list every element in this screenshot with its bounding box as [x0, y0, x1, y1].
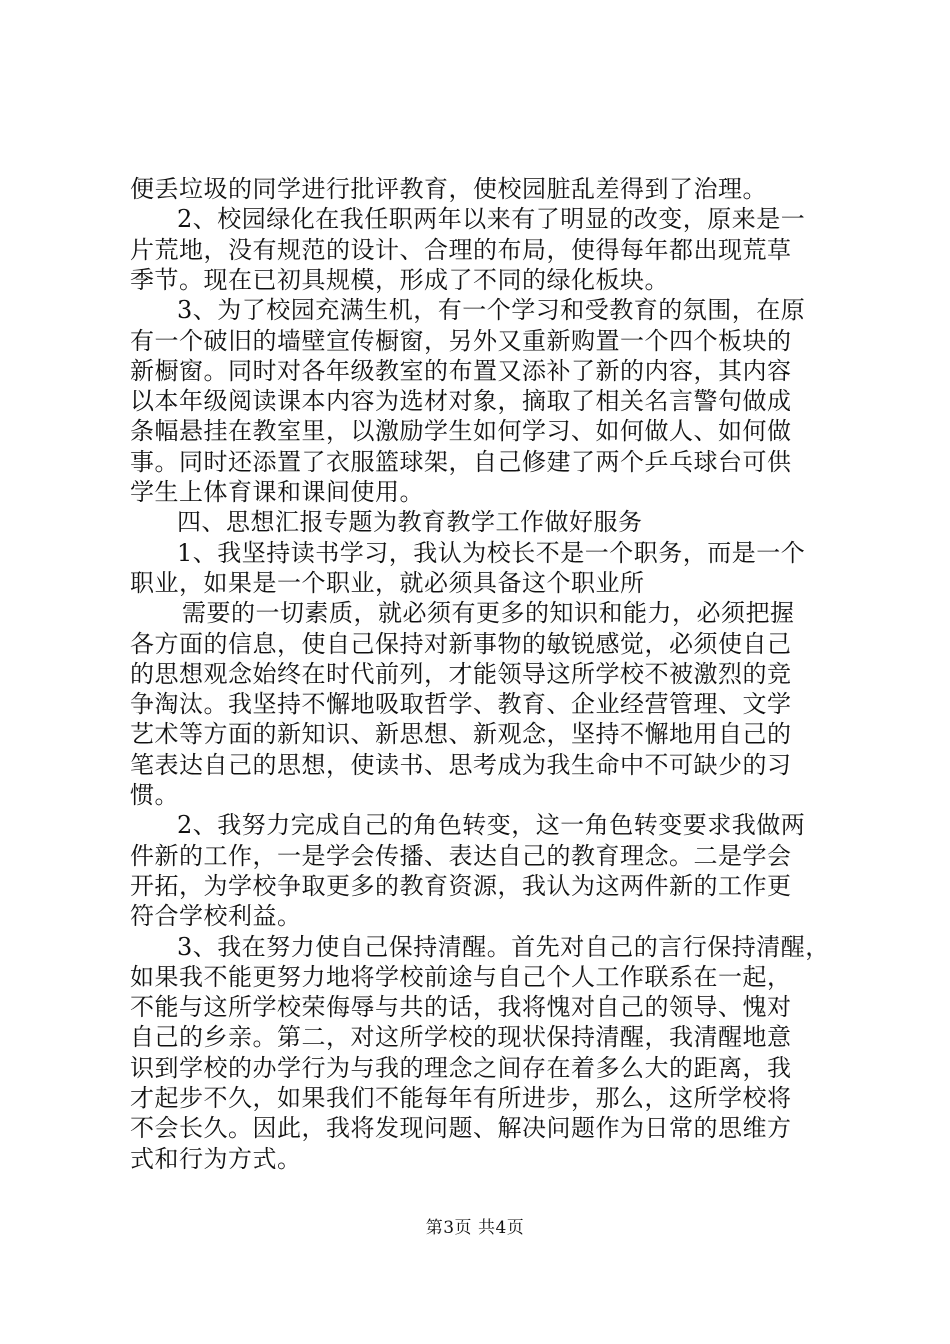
text-line: 开拓，为学校争取更多的教育资源，我认为这两件新的工作更 — [130, 871, 792, 900]
text-line: 笔表达自己的思想，使读书、思考成为我生命中不可缺少的习 — [130, 750, 792, 779]
text-line: 的思想观念始终在时代前列，才能领导这所学校不被激烈的竞 — [130, 659, 792, 688]
page-number-footer: 第3页 共4页 — [425, 1218, 525, 1238]
text-line: 如果我不能更努力地将学校前途与自己个人工作联系在一起， — [130, 962, 792, 991]
text-line: 不能与这所学校荣侮辱与共的话，我将愧对自己的领导、愧对 — [130, 993, 792, 1022]
text-line: 件新的工作，一是学会传播、表达自己的教育理念。二是学会 — [130, 841, 792, 870]
text-line: 各方面的信息，使自己保持对新事物的敏锐感觉，必须使自己 — [130, 629, 792, 658]
text-line: 季节。现在已初具规模，形成了不同的绿化板块。 — [130, 265, 669, 294]
text-line: 艺术等方面的新知识、新思想、新观念，坚持不懈地用自己的 — [130, 720, 792, 749]
text-line: 1、我坚持读书学习，我认为校长不是一个职务，而是一个 — [177, 538, 806, 567]
text-line: 2、我努力完成自己的角色转变，这一角色转变要求我做两 — [177, 811, 806, 840]
text-line: 新橱窗。同时对各年级教室的布置又添补了新的内容，其内容 — [130, 356, 792, 385]
text-line: 争淘汰。我坚持不懈地吸取哲学、教育、企业经营管理、文学 — [130, 690, 792, 719]
text-line: 式和行为方式。 — [130, 1144, 302, 1173]
text-line: 2、校园绿化在我任职两年以来有了明显的改变，原来是一 — [177, 205, 806, 234]
text-line: 不会长久。因此，我将发现问题、解决问题作为日常的思维方 — [130, 1114, 792, 1143]
text-line: 事。同时还添置了衣服篮球架，自己修建了两个乒乓球台可供 — [130, 447, 792, 476]
text-line: 3、我在努力使自己保持清醒。首先对自己的言行保持清醒， — [177, 932, 830, 961]
text-line: 识到学校的办学行为与我的理念之间存在着多么大的距离，我 — [130, 1053, 792, 1082]
text-line: 3、为了校园充满生机，有一个学习和受教育的氛围，在原 — [177, 296, 806, 325]
section-heading: 四、思想汇报专题为教育教学工作做好服务 — [177, 508, 643, 537]
text-line: 有一个破旧的墙壁宣传橱窗，另外又重新购置一个四个板块的 — [130, 326, 792, 355]
text-line: 条幅悬挂在教室里，以激励学生如何学习、如何做人、如何做 — [130, 417, 792, 446]
text-line: 便丢垃圾的同学进行批评教育，使校园脏乱差得到了治理。 — [130, 175, 767, 203]
text-line: 需要的一切素质，就必须有更多的知识和能力，必须把握 — [182, 599, 795, 628]
text-line: 职业，如果是一个职业，就必须具备这个职业所 — [130, 568, 645, 597]
text-line: 学生上体育课和课间使用。 — [130, 478, 424, 506]
text-line: 才起步不久，如果我们不能每年有所进步，那么，这所学校将 — [130, 1084, 792, 1112]
text-line: 以本年级阅读课本内容为选材对象，摘取了相关名言警句做成 — [130, 387, 792, 416]
text-line: 惯。 — [130, 781, 179, 809]
text-line: 自己的乡亲。第二，对这所学校的现状保持清醒，我清醒地意 — [130, 1023, 792, 1052]
text-line: 片荒地，没有规范的设计、合理的布局，使得每年都出现荒草 — [130, 235, 792, 264]
text-line: 符合学校利益。 — [130, 902, 302, 931]
